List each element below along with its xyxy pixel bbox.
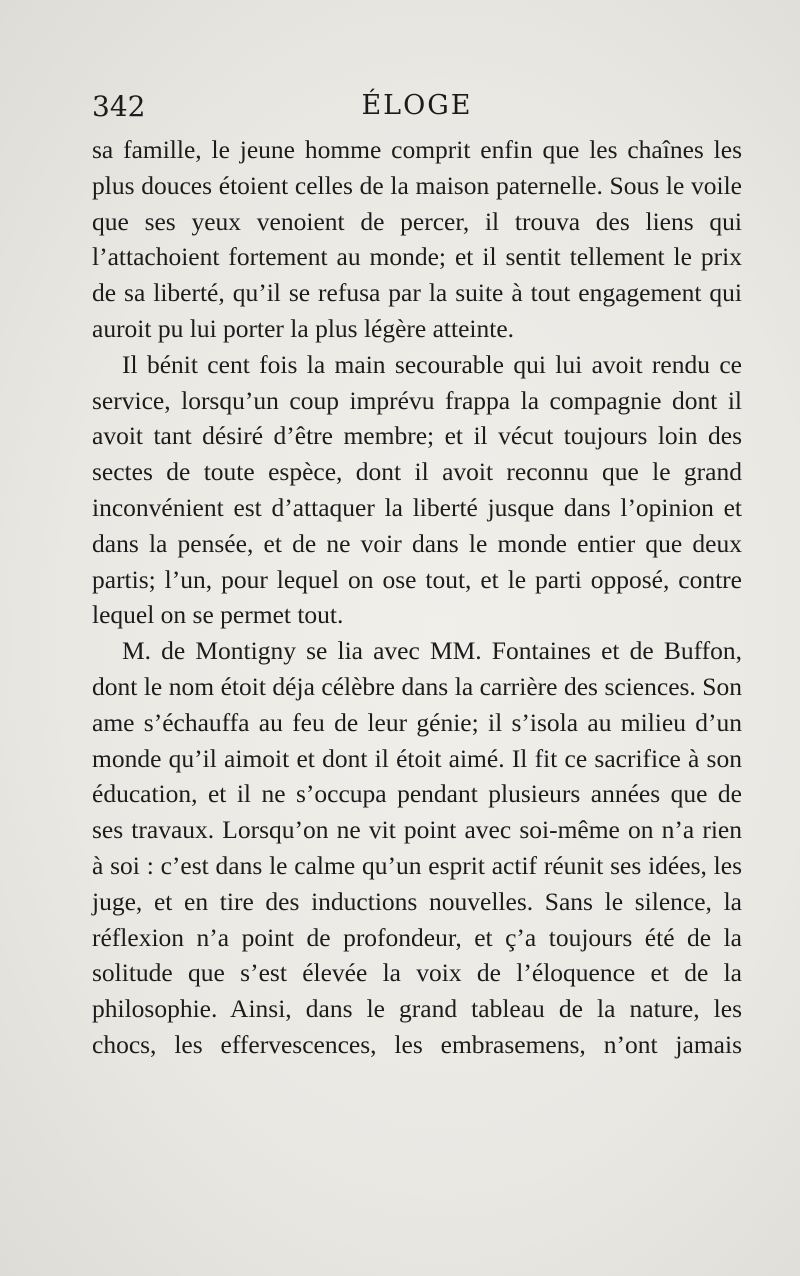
paragraph-2: Il bénit cent fois la main secourable qui lui avoit rendu ce service, lorsqu’un coup imprévu frappa la compagnie dont il avoit tant désiré d’être membre; et il vécut toujours loin des sectes de toute espèce, dont il avoit reconnu que le grand inconvénient est d’attaquer la liberté jusque dans l’opinion et dans la pensée, et de ne voir dans le monde entier que deux partis; l’un, pour lequel on ose tout, et le parti opposé, contre lequel on se permet tout. (92, 349, 742, 630)
page-header (92, 88, 742, 128)
running-title: ÉLOGE (361, 90, 473, 121)
page-number: 342 (92, 90, 146, 123)
paragraph-1: sa famille, le jeune homme comprit enfin que les chaînes les plus douces étoient celles de la maison paternelle. Sous le voile que ses yeux venoient de percer, il trouva des liens qui l’attachoient fortement au monde; et il sentit tellement le prix de sa liberté, qu’il se refusa par la suite à tout engagement qui auroit pu lui porter la plus légère atteinte. (92, 135, 742, 343)
paragraph-3: M. de Montigny se lia avec MM. Fontaines et de Buffon, dont le nom étoit déja célèbre dans la carrière des sciences. Son ame s’échauffa au feu de leur génie; il s’isola au milieu d’un monde qu’il aimoit et dont il étoit aimé. Il fit ce sacrifice à son éducation, et il ne s’occupa pendant plusieurs années que de ses travaux. Lorsqu’on ne vit point avec soi-même on n’a rien à soi : c’est dans le calme qu’un esprit actif réunit ses idées, les juge, et en tire des inductions nouvelles. Sans le silence, la réflexion n’a point de profondeur, et ç’a toujours été de la solitude que s’est élevée la voix de l’éloquence et de la philosophie. Ainsi, dans le grand tableau de la nature, les chocs, les effervescences, les embrasemens, n’ont jamais (92, 636, 742, 1059)
body-text (92, 132, 742, 1063)
